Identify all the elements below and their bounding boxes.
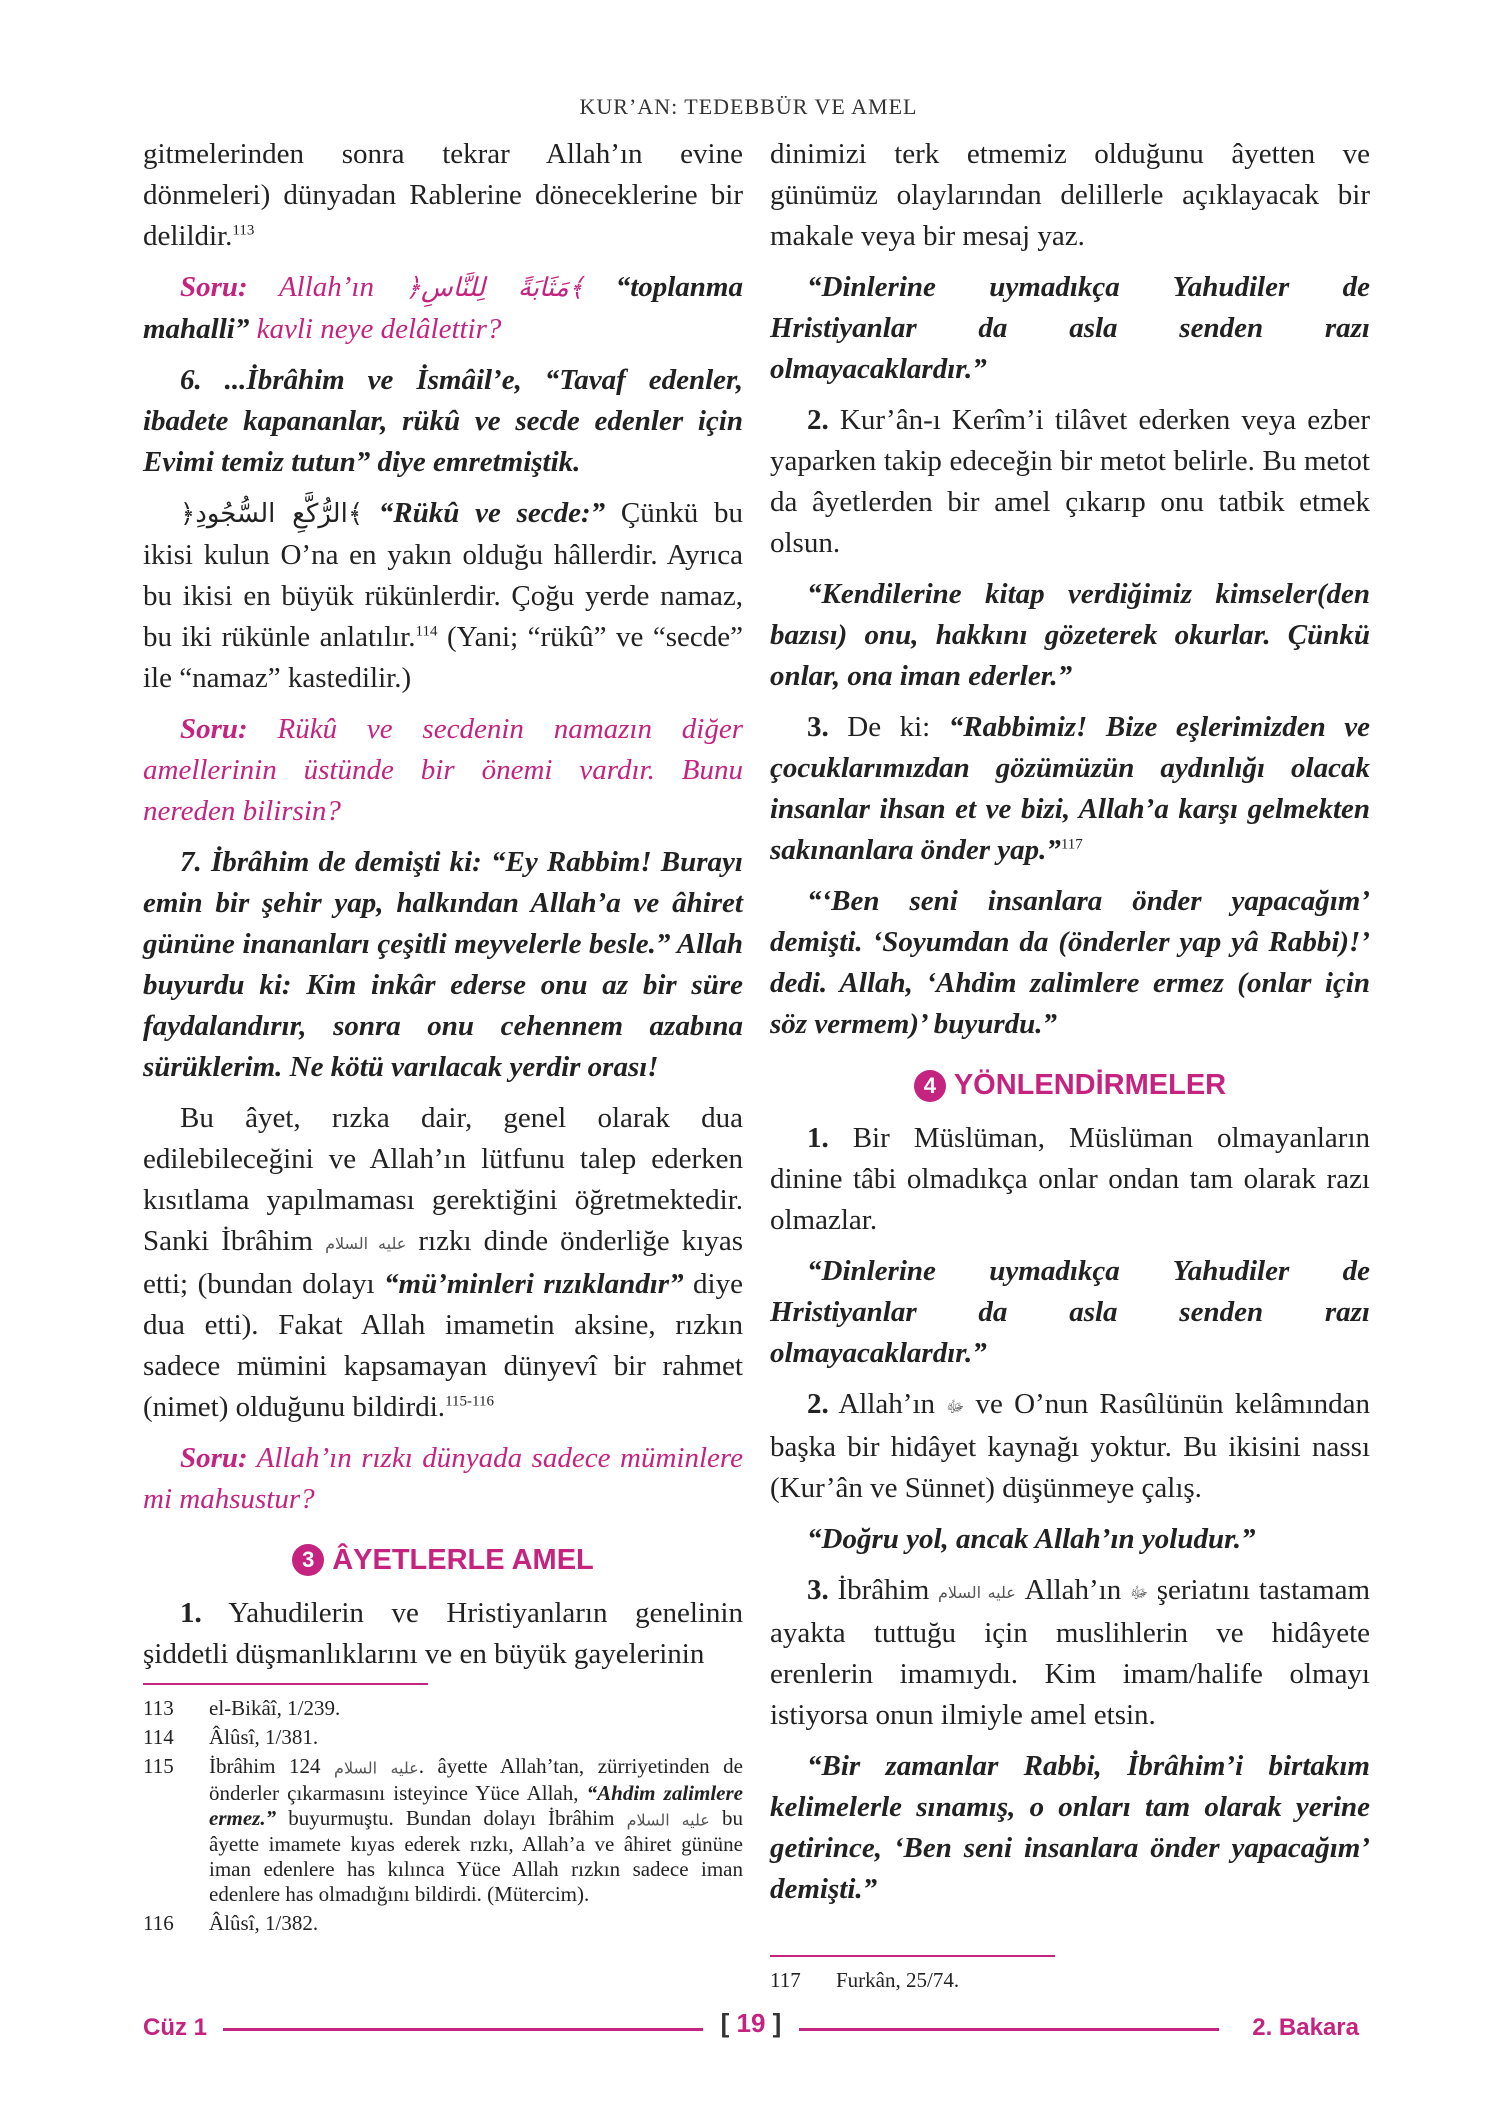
footnote-ref-114[interactable]: 114	[415, 623, 438, 640]
salutation-icon: عليه السلام	[626, 1810, 710, 1830]
footnote-rule	[770, 1955, 1055, 1957]
footer-rule-left	[223, 2028, 703, 2031]
right-column	[770, 134, 1370, 1920]
footnote-115: 115 İbrâhim عليه السلام 124. âyette Allah’tan, zürriyetinden de önderler çıkarmasını isteyince Yüce Allah, “Ahdim zalimlere ermez.” buyurmuştu. Bundan dolayı İbrâhim عليه السلام bu âyette imamete kıyas ederek rızkı, Allah’a ve âhiret gününe iman edenlere has kılınca Yüce Allah rızkın sadece iman edenlere has olmadığını bildirdi. (Mütercim).	[143, 1754, 744, 1907]
verse-7: 7. İbrâhim de demişti ki: “Ey Rabbim! Burayı emin bir şehir yap, halkından Allah’a ve âhiret gününe inananları çeşitli meyvelerle besle.” Allah buyurdu ki: Kim inkâr ederse onu az bir süre faydalandırır, sonra onu cehennem azabına sürüklerim. Ne kötü varılacak yerdir orası!	[143, 846, 743, 1083]
page-footer	[143, 2008, 1359, 2048]
verse-quote-4: “Dinlerine uymadıkça Yahudiler de Hristiyanlar da asla senden razı olmayacaklardır.”	[770, 1255, 1370, 1369]
footnote-117: 117 Furkân, 25/74.	[770, 1968, 960, 1992]
section-number-badge: 3	[292, 1544, 324, 1576]
salutation-icon: عليه السلام	[325, 1233, 407, 1253]
section-number-badge: 4	[914, 1070, 946, 1102]
footnote-113: 113 el-Bikâî, 1/239.	[143, 1696, 341, 1720]
guidance-item-2: 2. Allah’ın ﷻ ve O’nun Rasûlünün kelâmından başka bir hidâyet kaynağı yoktur. Bu ikisini nassı (Kur’ân ve Sünnet) düşünmeye çalış.	[770, 1388, 1370, 1504]
footnote-ref-117[interactable]: 117	[1060, 836, 1083, 853]
verse-6: 6. ...İbrâhim ve İsmâil’e, “Tavaf edenler, ibadete kapananlar, rükû ve secde edenler için Evimi temiz tutun” diye emretmiştik.	[143, 364, 743, 478]
salutation-icon: ﷻ	[946, 1396, 965, 1416]
verse-quote-3: “‘Ben seni insanlara önder yapacağım’ demişti. ‘Soyumdan da (önderler yap yâ Rabbi)!’ dedi. Allah, ‘Ahdim zalimlere ermez (onlar için söz vermem)’ buyurdu.”	[770, 885, 1370, 1040]
footnote-rule	[143, 1683, 428, 1685]
juz-label: Cüz 1	[143, 2014, 208, 2041]
salutation-icon: عليه السلام	[938, 1582, 1016, 1602]
guidance-item-1: 1. Bir Müslüman, Müslüman olmayanların dinine tâbi olmadıkça onlar ondan tam olarak razı olmazlar.	[770, 1122, 1370, 1236]
arabic-phrase: ﴿مَثَابَةً لِلنَّاسِ﴾	[405, 273, 584, 303]
section-heading-ayetlerle-amel	[143, 1544, 743, 1577]
section-heading-yonlendirmeler	[770, 1069, 1370, 1102]
amel-item-2: 2. Kur’ân-ı Kerîm’i tilâvet ederken veya ezber yaparken takip edeceğin bir metot belirle. Bu metot da âyetlerden bir amel çıkarıp onu tatbik etmek olsun.	[770, 404, 1370, 559]
footnote-114: 114 Âlûsî, 1/381.	[143, 1725, 319, 1749]
verse-quote-6: “Bir zamanlar Rabbi, İbrâhim’i birtakım kelimelerle sınamış, o onları tam olarak yerine getirince, ‘Ben seni insanlara önder yapacağım’ demişti.”	[770, 1749, 1370, 1905]
footnotes-right	[770, 1968, 1370, 1997]
section-title: YÖNLENDİRMELER	[953, 1069, 1227, 1101]
right-paragraph-continuation: dinimizi terk etmemiz olduğunu âyetten ve günümüz olaylarından delillerle açıklayacak bir makale veya bir mesaj yaz.	[770, 138, 1370, 252]
question-2: Soru: Rükû ve secdenin namazın diğer amellerinin üstünde bir önemi vardır. Bunu nereden bilirsin?	[143, 713, 743, 827]
footnotes-left	[143, 1696, 743, 1940]
commentary-rizk: Bu âyet, rızka dair, genel olarak dua edilebileceğini ve Allah’ın lütfunu talep ederken kısıtlama yapılmaması gerektiğini öğretmektedir. Sanki İbrâhim عليه السلام rızkı dinde önderliğe kıyas etti; (bundan dolayı “mü’minleri rızıklandır” diye dua etti). Fakat Allah imametin aksine, rızkın sadece mümini kapsamayan dünyevî bir rahmet (nimet) olduğunu bildirdi.$^{115-116}$	[143, 1102, 743, 1423]
salutation-icon: ﷻ	[1129, 1582, 1149, 1602]
footnote-ref-115-116[interactable]: 115-116	[445, 1393, 494, 1410]
guidance-item-3: 3. İbrâhim عليه السلام Allah’ın ﷻ şeriatını tastamam ayakta tuttuğu için muslihlerin ve hidâyete erenlerin imamıydı. Kim imam/halife olmayı istiyorsa onun ilmiyle amel etsin.	[770, 1573, 1370, 1731]
footnote-116: 116 Âlûsî, 1/382.	[143, 1911, 319, 1936]
left-paragraph-continuation: gitmelerinden sonra tekrar Allah’ın evine dönmeleri) dünyadan Rablerine döneceklerine bir delildir.$^{113}$	[143, 138, 743, 252]
amel-item-1: 1. Yahudilerin ve Hristiyanların genelinin şiddetli düşmanlıklarını ve en büyük gayelerinin	[143, 1596, 743, 1670]
salutation-icon: عليه السلام	[334, 1758, 419, 1778]
verse-quote-1: “Dinlerine uymadıkça Yahudiler de Hristiyanlar da asla senden razı olmayacaklardır.”	[770, 271, 1370, 385]
arabic-phrase: ﴿الرُّكَّعِ السُّجُودِ﴾	[180, 499, 364, 529]
footnote-ref-113[interactable]: 113	[232, 222, 255, 239]
verse-quote-5: “Doğru yol, ancak Allah’ın yoludur.”	[807, 1522, 1256, 1555]
commentary-ruku-secde: ﴿الرُّكَّعِ السُّجُودِ﴾ “Rükû ve secde:” Çünkü bu ikisi kulun O’na en yakın olduğu hâllerdir. Ayrıca bu ikisi en büyük rükünlerdir. Çoğu yerde namaz, bu iki rükünle anlatılır.$^{114}$ (Yani; “rükû” ve “secde” ile “namaz” kastedilir.)	[143, 497, 744, 694]
surah-label: 2. Bakara	[1252, 2014, 1359, 2041]
question-3: Soru: Allah’ın rızkı dünyada sadece müminlere mi mahsustur?	[143, 1441, 743, 1515]
amel-item-3: 3. De ki: “Rabbimiz! Bize eşlerimizden ve çocuklarımızdan gözümüzün aydınlığı olacak insanlar ihsan et ve bizi, Allah’a karşı gelmekten sakınanlara önder yap.”$^{117}$	[770, 711, 1370, 866]
section-title: ÂYETLERLE AMEL	[332, 1543, 594, 1576]
page-number: [ 19 ]	[720, 2008, 782, 2038]
question-1: Soru: Allah’ın ﴿مَثَابَةً لِلنَّاسِ﴾ “toplanma mahalli” kavli neye delâlettir?	[143, 271, 743, 345]
left-column	[143, 134, 743, 1685]
verse-quote-2: “Kendilerine kitap verdiğimiz kimseler(den bazısı) onu, hakkını gözeterek okurlar. Çünkü onlar, ona iman ederler.”	[770, 578, 1370, 692]
footer-rule-right	[799, 2028, 1219, 2031]
running-header: KUR’AN: TEDEBBÜR VE AMEL	[579, 94, 918, 119]
